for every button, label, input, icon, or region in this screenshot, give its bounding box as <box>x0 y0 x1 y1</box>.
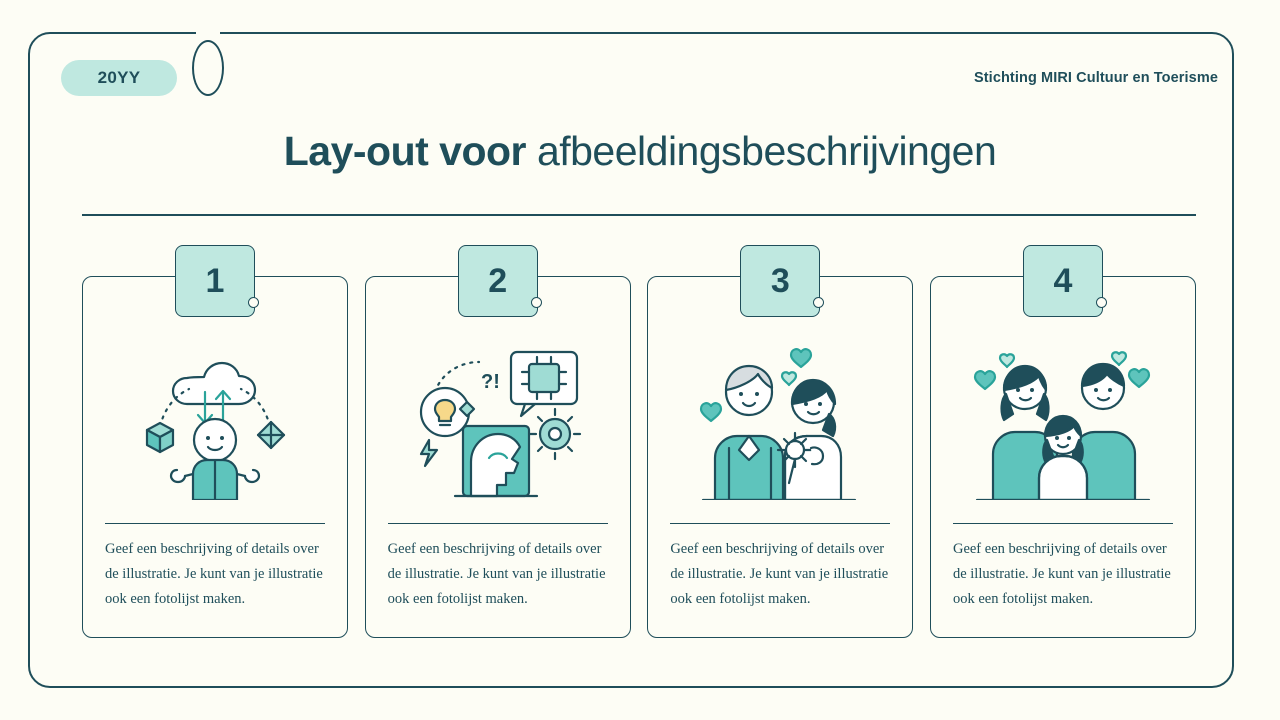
card-4[interactable] <box>930 261 1196 638</box>
card-illustration-2 <box>366 325 630 505</box>
svg-text:?!: ?! <box>480 371 500 393</box>
card-description-2: Geef een beschrijving of details over de illustratie. Je kunt van je illustratie ook een fotolijst maken. <box>387 541 606 607</box>
page-title <box>0 125 1280 177</box>
cards-row <box>82 261 1196 638</box>
card-illustration-4 <box>931 325 1195 505</box>
card-description-1: Geef een beschrijving of details over de illustratie. Je kunt van je illustratie ook een fotolijst maken. <box>105 541 323 607</box>
card-number-tab-3 <box>740 245 820 317</box>
card-divider-4 <box>953 523 1173 524</box>
card-number-tab-2 <box>458 245 538 317</box>
title-divider <box>82 214 1196 216</box>
card-2[interactable] <box>365 261 631 638</box>
card-3[interactable] <box>647 261 913 638</box>
card-number-3: 3 <box>770 261 790 300</box>
page-title-strong: Lay-out voor <box>283 128 527 174</box>
card-illustration-3 <box>648 325 912 505</box>
card-1[interactable] <box>82 261 348 638</box>
card-description-4: Geef een beschrijving of details over de illustratie. Je kunt van je illustratie ook een fotolijst maken. <box>952 541 1171 607</box>
card-divider-1 <box>105 523 325 524</box>
card-number-2: 2 <box>488 261 508 300</box>
card-description-3: Geef een beschrijving of details over de illustratie. Je kunt van je illustratie ook een fotolijst maken. <box>670 541 889 607</box>
decorative-loop <box>192 40 224 96</box>
card-number-tab-4 <box>1023 245 1103 317</box>
card-illustration-1 <box>83 325 347 505</box>
year-badge: 20YY <box>61 60 177 96</box>
decorative-loop-mask <box>196 26 220 38</box>
card-number-tab-1 <box>175 245 255 317</box>
card-number-4: 4 <box>1053 261 1073 300</box>
card-number-1: 1 <box>205 261 225 300</box>
page-title-light: afbeeldingsbeschrijvingen <box>536 128 997 174</box>
card-divider-2 <box>388 523 608 524</box>
organization-name: Stichting MIRI Cultuur en Toerisme <box>973 70 1218 86</box>
card-divider-3 <box>670 523 890 524</box>
